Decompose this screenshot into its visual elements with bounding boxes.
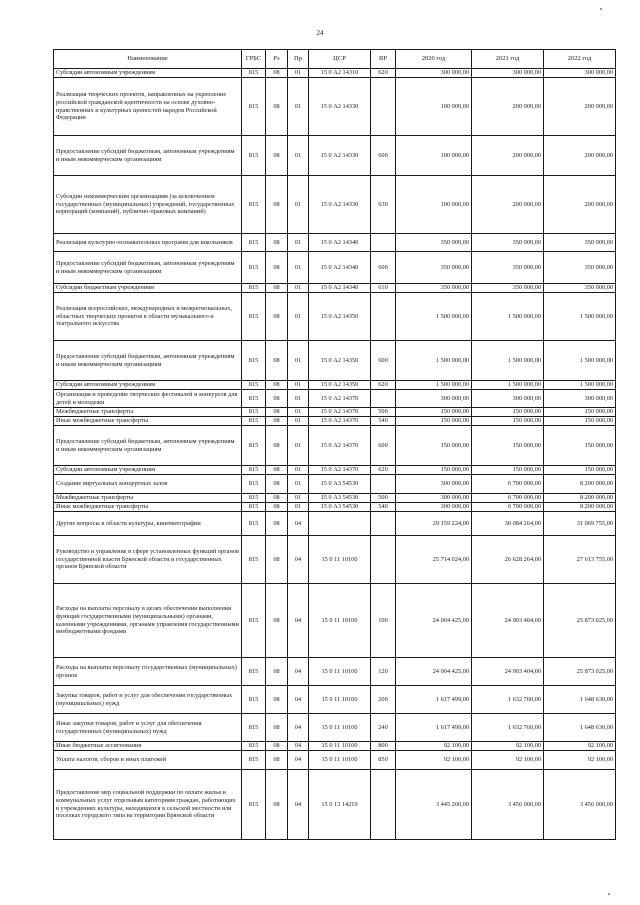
cell-csr: 15 0 А2 14340: [309, 252, 371, 284]
cell-pr: 04: [288, 686, 309, 714]
cell-name: Руководство и управление в сфере установленных функций органов государственной власти Брянской области и государственных органов Брянской области: [54, 536, 242, 584]
cell-pr: 04: [288, 584, 309, 658]
cell-csr: 15 0 11 10100: [309, 751, 371, 770]
cell-csr: 15 0 А3 54530: [309, 475, 371, 494]
cell-vr: 630: [371, 176, 396, 234]
cell-vr: 500: [371, 408, 396, 417]
cell-pr: 01: [288, 503, 309, 512]
table-row: [54, 466, 616, 475]
cell-2020: 300 000,00: [396, 503, 472, 512]
cell-rz: 08: [266, 293, 288, 341]
cell-grbs: 815: [242, 234, 266, 252]
table-row: [54, 714, 616, 742]
cell-2020: 150 000,00: [396, 426, 472, 466]
cell-pr: 04: [288, 512, 309, 536]
cell-pr: 04: [288, 742, 309, 751]
cell-2020: 350 000,00: [396, 284, 472, 293]
cell-vr: 600: [371, 252, 396, 284]
cell-name: Уплата налогов, сборов и иных платежей: [54, 751, 242, 770]
col-pr-header: Пр: [288, 50, 309, 69]
col-rz-header: Рз: [266, 50, 288, 69]
cell-rz: 08: [266, 770, 288, 840]
cell-2021: 200 000,00: [472, 176, 544, 234]
cell-pr: 01: [288, 408, 309, 417]
cell-grbs: 815: [242, 503, 266, 512]
cell-2022: 25 873 025,00: [544, 584, 616, 658]
cell-grbs: 815: [242, 78, 266, 136]
cell-vr: 100: [371, 584, 396, 658]
cell-grbs: 815: [242, 341, 266, 381]
table-row: [54, 252, 616, 284]
col-2022-header: 2022 год: [544, 50, 616, 69]
cell-2021: 6 700 000,00: [472, 503, 544, 512]
cell-rz: 08: [266, 381, 288, 390]
table-row: [54, 512, 616, 536]
cell-2020: 150 000,00: [396, 417, 472, 426]
cell-name: Создание виртуальных концертных залов: [54, 475, 242, 494]
cell-pr: 01: [288, 341, 309, 381]
cell-vr: 500: [371, 494, 396, 503]
table-row: [54, 751, 616, 770]
cell-pr: 01: [288, 284, 309, 293]
cell-pr: 01: [288, 417, 309, 426]
cell-name: Предоставление субсидий бюджетным, автономным учреждениям и иным некоммерческим организациям: [54, 341, 242, 381]
cell-rz: 08: [266, 714, 288, 742]
col-2020-header: 2020 год: [396, 50, 472, 69]
cell-rz: 08: [266, 751, 288, 770]
cell-csr: 15 0 А2 14370: [309, 466, 371, 475]
cell-vr: 620: [371, 466, 396, 475]
table-header: [54, 50, 616, 69]
cell-2021: 1 500 000,00: [472, 381, 544, 390]
table-row: [54, 742, 616, 751]
cell-rz: 08: [266, 78, 288, 136]
cell-vr: [371, 293, 396, 341]
cell-name: Иные межбюджетные трансферты: [54, 503, 242, 512]
cell-2022: 8 200 000,00: [544, 503, 616, 512]
cell-pr: 01: [288, 176, 309, 234]
col-name-header: Наименование: [54, 50, 242, 69]
cell-vr: [371, 390, 396, 408]
cell-2021: 24 903 404,00: [472, 584, 544, 658]
cell-2022: 150 000,00: [544, 466, 616, 475]
cell-pr: 04: [288, 751, 309, 770]
cell-vr: 600: [371, 426, 396, 466]
cell-vr: 600: [371, 136, 396, 176]
cell-name: Расходы на выплаты персоналу в целях обеспечения выполнения функций государственными (муниципальными) органами, казенными учреждениями, органами управления государственными внебюджетными фондами: [54, 584, 242, 658]
cell-2022: 1 648 630,00: [544, 686, 616, 714]
cell-grbs: 815: [242, 714, 266, 742]
cell-name: Предоставление субсидий бюджетным, автономным учреждениям и иным некоммерческим организациям: [54, 426, 242, 466]
cell-name: Межбюджетные трансферты: [54, 408, 242, 417]
cell-name: Предоставление субсидий бюджетным, автономным учреждениям и иным некоммерческим организациям: [54, 252, 242, 284]
cell-rz: 08: [266, 408, 288, 417]
cell-name: Реализация культурно-познавательных программ для школьников: [54, 234, 242, 252]
cell-pr: 01: [288, 426, 309, 466]
cell-vr: [371, 512, 396, 536]
cell-grbs: 815: [242, 381, 266, 390]
cell-2021: 150 000,00: [472, 417, 544, 426]
cell-vr: 540: [371, 417, 396, 426]
cell-2022: 200 000,00: [544, 136, 616, 176]
cell-2021: 350 000,00: [472, 284, 544, 293]
cell-grbs: 815: [242, 390, 266, 408]
table-row: [54, 234, 616, 252]
cell-vr: 610: [371, 284, 396, 293]
cell-pr: 01: [288, 252, 309, 284]
cell-grbs: 815: [242, 252, 266, 284]
cell-2021: 200 000,00: [472, 136, 544, 176]
cell-2022: 25 873 025,00: [544, 658, 616, 686]
cell-name: Субсидии автономным учреждениям: [54, 381, 242, 390]
cell-pr: 04: [288, 714, 309, 742]
cell-2020: 92 100,00: [396, 742, 472, 751]
cell-2020: 24 004 425,00: [396, 584, 472, 658]
cell-name: Субсидии бюджетным учреждениям: [54, 284, 242, 293]
cell-2021: 1 500 000,00: [472, 341, 544, 381]
cell-csr: 15 0 11 10100: [309, 742, 371, 751]
cell-rz: 08: [266, 252, 288, 284]
cell-2022: 150 000,00: [544, 426, 616, 466]
cell-2022: 350 000,00: [544, 252, 616, 284]
cell-grbs: 815: [242, 494, 266, 503]
cell-rz: 08: [266, 69, 288, 78]
cell-name: Межбюджетные трансферты: [54, 494, 242, 503]
cell-2022: 1 500 000,00: [544, 293, 616, 341]
page-number: 24: [316, 29, 324, 37]
cell-rz: 08: [266, 426, 288, 466]
cell-name: Предоставление субсидий бюджетным, автономным учреждениям и иным некоммерческим организациям: [54, 136, 242, 176]
cell-2022: 3 456 000,00: [544, 770, 616, 840]
table-row: [54, 293, 616, 341]
cell-rz: 08: [266, 475, 288, 494]
table-row: [54, 584, 616, 658]
cell-csr: 15 0 11 10100: [309, 584, 371, 658]
cell-2022: 1 500 000,00: [544, 381, 616, 390]
cell-2021: 1 632 760,00: [472, 686, 544, 714]
cell-vr: [371, 78, 396, 136]
cell-2022: 300 000,00: [544, 390, 616, 408]
cell-csr: 15 0 А2 14350: [309, 293, 371, 341]
cell-name: Предоставление мер социальной поддержки по оплате жилья и коммунальных услуг отдельным категориям граждан, работающих в учреждениях культуры, находящихся в сельской местности или поселках городского типа на территории Брянской области: [54, 770, 242, 840]
cell-2020: 300 000,00: [396, 69, 472, 78]
cell-rz: 08: [266, 390, 288, 408]
table-row: [54, 417, 616, 426]
cell-grbs: 815: [242, 417, 266, 426]
cell-2020: 1 500 000,00: [396, 341, 472, 381]
cell-2022: 27 613 755,00: [544, 536, 616, 584]
cell-2020: 1 617 499,00: [396, 686, 472, 714]
cell-rz: 08: [266, 584, 288, 658]
cell-vr: [371, 475, 396, 494]
cell-vr: [371, 234, 396, 252]
cell-2021: 150 000,00: [472, 426, 544, 466]
cell-grbs: 815: [242, 136, 266, 176]
scan-speck: [600, 8, 602, 10]
cell-grbs: 815: [242, 408, 266, 417]
cell-csr: 15 0 А2 14370: [309, 417, 371, 426]
cell-name: Расходы на выплаты персоналу государственных (муниципальных) органов: [54, 658, 242, 686]
cell-grbs: 815: [242, 293, 266, 341]
cell-grbs: 815: [242, 426, 266, 466]
cell-name: Реализация творческих проектов, направленных на укрепление российской гражданской идентичности на основе духовно-нравственных и культурных ценностей народов Российской Федерации: [54, 78, 242, 136]
cell-vr: [371, 770, 396, 840]
table-row: [54, 770, 616, 840]
cell-2022: 1 648 630,00: [544, 714, 616, 742]
cell-rz: 08: [266, 136, 288, 176]
cell-name: Субсидии некоммерческим организациям (за исключением государственных (муниципальных) учреждений, государственных корпораций (компаний), публично-правовых компаний): [54, 176, 242, 234]
cell-csr: 15 0 А2 14340: [309, 234, 371, 252]
cell-2022: 350 000,00: [544, 284, 616, 293]
cell-2022: 1 500 000,00: [544, 341, 616, 381]
cell-csr: 15 0 А2 14370: [309, 390, 371, 408]
cell-2020: 100 000,00: [396, 78, 472, 136]
col-vr-header: ВР: [371, 50, 396, 69]
col-2021-header: 2021 год: [472, 50, 544, 69]
col-grbs-header: ГРБС: [242, 50, 266, 69]
cell-csr: [309, 512, 371, 536]
cell-csr: 15 0 А2 14370: [309, 408, 371, 417]
cell-csr: 15 0 А2 14310: [309, 69, 371, 78]
cell-2021: 350 000,00: [472, 234, 544, 252]
budget-table: [53, 49, 616, 840]
cell-grbs: 815: [242, 584, 266, 658]
cell-2021: 26 628 264,00: [472, 536, 544, 584]
cell-vr: 540: [371, 503, 396, 512]
cell-pr: 04: [288, 536, 309, 584]
table-row: [54, 69, 616, 78]
cell-rz: 08: [266, 417, 288, 426]
cell-pr: 01: [288, 136, 309, 176]
cell-name: Иные межбюджетные трансферты: [54, 417, 242, 426]
cell-csr: 15 0 А3 54530: [309, 494, 371, 503]
cell-2021: 300 000,00: [472, 69, 544, 78]
cell-grbs: 815: [242, 658, 266, 686]
cell-2020: 300 000,00: [396, 494, 472, 503]
cell-vr: [371, 536, 396, 584]
cell-2020: 1 500 000,00: [396, 381, 472, 390]
table-row: [54, 284, 616, 293]
table-row: [54, 503, 616, 512]
cell-2022: 300 000,00: [544, 69, 616, 78]
cell-2021: 1 500 000,00: [472, 293, 544, 341]
cell-pr: 01: [288, 293, 309, 341]
cell-2021: 92 100,00: [472, 751, 544, 770]
cell-name: Субсидии автономным учреждениям: [54, 69, 242, 78]
cell-rz: 08: [266, 176, 288, 234]
cell-csr: 15 0 А2 14350: [309, 381, 371, 390]
cell-2022: 150 000,00: [544, 408, 616, 417]
cell-pr: 04: [288, 770, 309, 840]
cell-vr: 240: [371, 714, 396, 742]
cell-2021: 92 100,00: [472, 742, 544, 751]
cell-grbs: 815: [242, 770, 266, 840]
cell-vr: 200: [371, 686, 396, 714]
cell-name: Иные закупки товаров, работ и услуг для обеспечения государственных (муниципальных) нужд: [54, 714, 242, 742]
cell-csr: 15 0 А2 14340: [309, 284, 371, 293]
cell-2022: 350 000,00: [544, 234, 616, 252]
cell-2021: 350 000,00: [472, 252, 544, 284]
cell-2020: 350 000,00: [396, 252, 472, 284]
cell-2022: 31 069 755,00: [544, 512, 616, 536]
cell-grbs: 815: [242, 742, 266, 751]
cell-2020: 150 000,00: [396, 466, 472, 475]
cell-vr: 120: [371, 658, 396, 686]
col-csr-header: ЦСР: [309, 50, 371, 69]
cell-pr: 01: [288, 466, 309, 475]
cell-csr: 15 0 А2 14330: [309, 78, 371, 136]
cell-2021: 3 456 000,00: [472, 770, 544, 840]
cell-rz: 08: [266, 658, 288, 686]
table-row: [54, 408, 616, 417]
cell-pr: 01: [288, 381, 309, 390]
cell-2022: 8 200 000,00: [544, 475, 616, 494]
table-body: [54, 69, 616, 840]
cell-vr: 850: [371, 751, 396, 770]
cell-rz: 08: [266, 503, 288, 512]
cell-rz: 08: [266, 234, 288, 252]
cell-vr: 800: [371, 742, 396, 751]
cell-pr: 01: [288, 475, 309, 494]
cell-rz: 08: [266, 512, 288, 536]
cell-csr: 15 0 13 14210: [309, 770, 371, 840]
cell-2021: 150 000,00: [472, 408, 544, 417]
cell-csr: 15 0 11 10100: [309, 686, 371, 714]
cell-rz: 08: [266, 742, 288, 751]
cell-2021: 24 903 404,00: [472, 658, 544, 686]
cell-vr: 620: [371, 381, 396, 390]
cell-pr: 01: [288, 78, 309, 136]
cell-name: Закупка товаров, работ и услуг для обеспечения государственных (муниципальных) нужд: [54, 686, 242, 714]
cell-csr: 15 0 А2 14350: [309, 341, 371, 381]
cell-rz: 08: [266, 284, 288, 293]
cell-name: Организация и проведение творческих фестивалей и конкурсов для детей и молодежи: [54, 390, 242, 408]
cell-grbs: 815: [242, 176, 266, 234]
cell-csr: 15 0 А2 14370: [309, 426, 371, 466]
cell-pr: 04: [288, 658, 309, 686]
cell-2020: 300 000,00: [396, 475, 472, 494]
cell-2020: 100 000,00: [396, 136, 472, 176]
cell-pr: 01: [288, 390, 309, 408]
cell-pr: 01: [288, 69, 309, 78]
cell-2021: 6 700 000,00: [472, 494, 544, 503]
cell-name: Субсидии автономным учреждениям: [54, 466, 242, 475]
table-row: [54, 381, 616, 390]
cell-2021: 1 632 760,00: [472, 714, 544, 742]
table-row: [54, 136, 616, 176]
cell-2020: 29 159 224,00: [396, 512, 472, 536]
cell-2021: 30 084 264,00: [472, 512, 544, 536]
cell-name: Иные бюджетные ассигнования: [54, 742, 242, 751]
table-row: [54, 686, 616, 714]
cell-2021: 300 000,00: [472, 390, 544, 408]
cell-2020: 24 004 425,00: [396, 658, 472, 686]
cell-rz: 08: [266, 466, 288, 475]
cell-name: Другие вопросы в области культуры, кинематографии: [54, 512, 242, 536]
table-row: [54, 176, 616, 234]
cell-2020: 25 714 024,00: [396, 536, 472, 584]
cell-2020: 350 000,00: [396, 234, 472, 252]
cell-2020: 92 100,00: [396, 751, 472, 770]
cell-grbs: 815: [242, 686, 266, 714]
cell-2022: 92 100,00: [544, 751, 616, 770]
cell-rz: 08: [266, 686, 288, 714]
cell-2020: 150 000,00: [396, 408, 472, 417]
table-row: [54, 390, 616, 408]
cell-2020: 1 617 499,00: [396, 714, 472, 742]
cell-grbs: 815: [242, 512, 266, 536]
table-row: [54, 475, 616, 494]
cell-2022: 92 100,00: [544, 742, 616, 751]
cell-2021: 150 000,00: [472, 466, 544, 475]
cell-vr: 620: [371, 69, 396, 78]
cell-csr: 15 0 11 10100: [309, 714, 371, 742]
cell-csr: 15 0 11 10100: [309, 658, 371, 686]
cell-csr: 15 0 А3 54530: [309, 503, 371, 512]
cell-2021: 200 000,00: [472, 78, 544, 136]
cell-pr: 01: [288, 494, 309, 503]
cell-rz: 08: [266, 341, 288, 381]
cell-csr: 15 0 А2 14330: [309, 176, 371, 234]
table-row: [54, 494, 616, 503]
scan-speck: [608, 893, 610, 895]
cell-name: Реализация всероссийских, международных и межрегиональных, областных творческих проектов в области музыкального и театрального искусства: [54, 293, 242, 341]
cell-2022: 8 200 000,00: [544, 494, 616, 503]
cell-2020: 1 500 000,00: [396, 293, 472, 341]
table-row: [54, 341, 616, 381]
table-row: [54, 426, 616, 466]
cell-grbs: 815: [242, 536, 266, 584]
cell-2020: 300 000,00: [396, 390, 472, 408]
cell-csr: 15 0 11 10100: [309, 536, 371, 584]
cell-2022: 200 000,00: [544, 78, 616, 136]
cell-grbs: 815: [242, 751, 266, 770]
table-row: [54, 658, 616, 686]
cell-2022: 150 000,00: [544, 417, 616, 426]
cell-rz: 08: [266, 494, 288, 503]
cell-grbs: 815: [242, 475, 266, 494]
cell-csr: 15 0 А2 14330: [309, 136, 371, 176]
cell-2020: 100 000,00: [396, 176, 472, 234]
cell-grbs: 815: [242, 466, 266, 475]
cell-2020: 3 445 200,00: [396, 770, 472, 840]
cell-pr: 01: [288, 234, 309, 252]
cell-rz: 08: [266, 536, 288, 584]
cell-vr: 600: [371, 341, 396, 381]
table-row: [54, 536, 616, 584]
cell-grbs: 815: [242, 69, 266, 78]
cell-2021: 6 700 000,00: [472, 475, 544, 494]
cell-2022: 200 000,00: [544, 176, 616, 234]
table-row: [54, 78, 616, 136]
cell-grbs: 815: [242, 284, 266, 293]
